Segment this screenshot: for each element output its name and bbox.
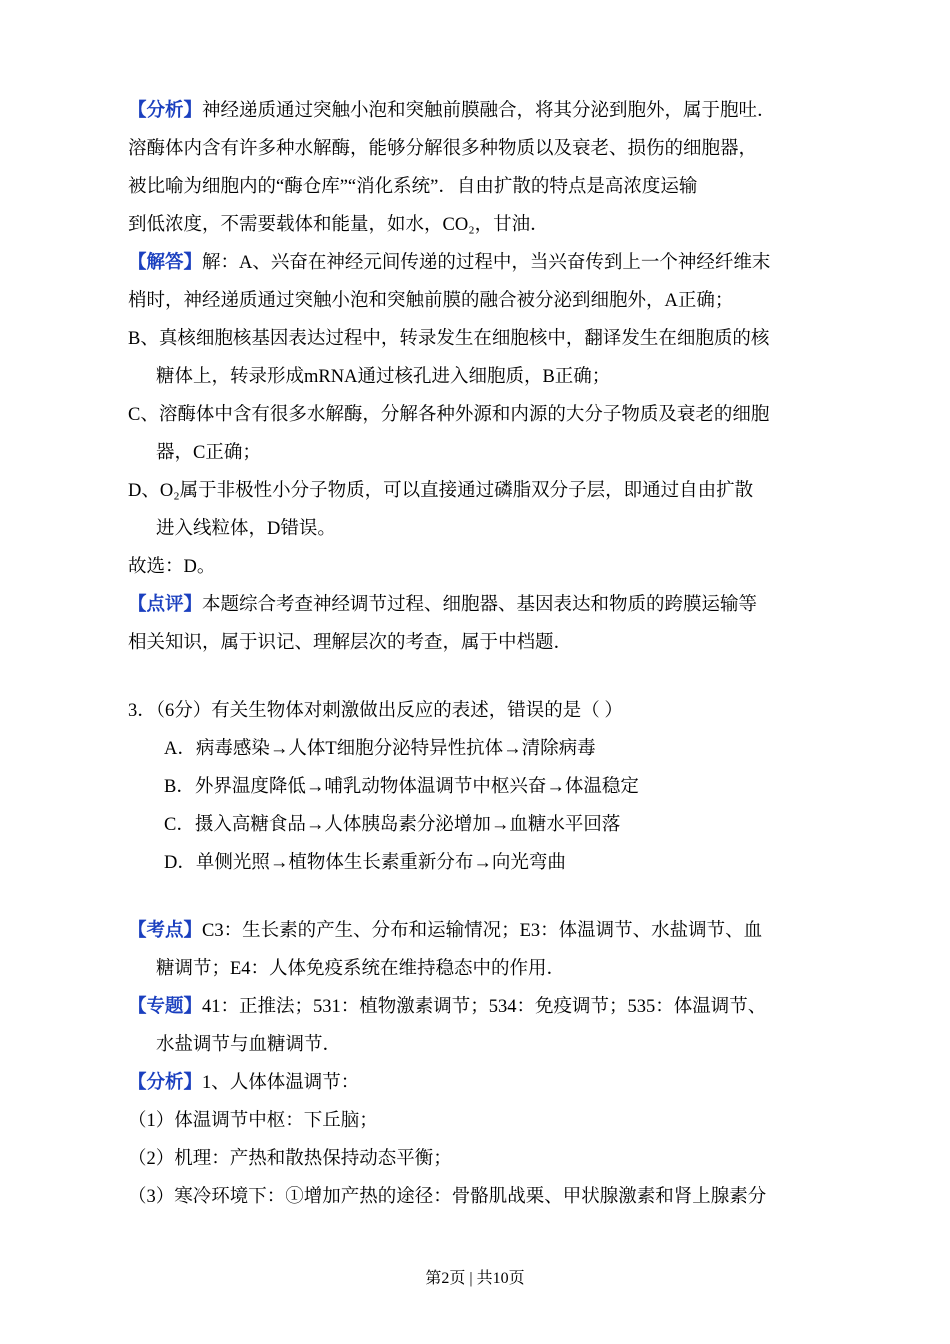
- choice-a[interactable]: A．病毒感染→人体T细胞分泌特异性抗体→清除病毒: [164, 739, 596, 759]
- analysis-line: [128, 1064, 822, 1102]
- analysis-line: （2）机理：产热和散热保持动态平衡；: [128, 1149, 452, 1169]
- analysis-line: 被比喻为细胞内的“酶仓库”“消化系统”．自由扩散的特点是高浓度运输: [128, 177, 698, 197]
- analysis-line: （1）体温调节中枢：下丘脑；: [128, 1111, 378, 1131]
- answer-line: 器，C正确；: [156, 443, 261, 463]
- comment-line: 相关知识，属于识记、理解层次的考查，属于中档题．: [128, 633, 573, 653]
- answer-line: B、真核细胞核基因表达过程中，转录发生在细胞核中，翻译发生在细胞质的核: [128, 329, 770, 349]
- choice-c[interactable]: C．摄入高糖食品→人体胰岛素分泌增加→血糖水平回落: [164, 815, 621, 835]
- spacer: [128, 662, 822, 692]
- analysis-line: 到低浓度，不需要载体和能量，如水，CO₂，甘油．: [128, 215, 549, 235]
- analysis-label: 【分析】: [128, 101, 203, 121]
- answer-line: C、溶酶体中含有很多水解酶，分解各种外源和内源的大分子物质及衰老的细胞: [128, 405, 770, 425]
- choice-b[interactable]: B．外界温度降低→哺乳动物体温调节中枢兴奋→体温稳定: [164, 777, 639, 797]
- topic-text-1: 41：正推法；531：植物激素调节；534：免疫调节；535：体温调节、: [202, 997, 767, 1017]
- question-3: [128, 692, 822, 882]
- answer-line: 糖体上，转录形成mRNA通过核孔进入细胞质，B正确；: [156, 367, 611, 387]
- answer-line: 故选：D。: [128, 557, 216, 577]
- answer-label: 【解答】: [128, 253, 203, 273]
- analysis-block-q3: [128, 1064, 822, 1216]
- topic-line: 水盐调节与血糖调节．: [156, 1035, 342, 1055]
- analysis-line: [128, 92, 822, 130]
- topic-label: 【专题】: [128, 997, 203, 1017]
- question-stem-text: 有关生物体对刺激做出反应的表述，错误的是（ ）: [211, 701, 623, 721]
- analysis-label-q3: 【分析】: [128, 1073, 203, 1093]
- exam-point-block-q3: [128, 912, 822, 988]
- answer-line: [128, 244, 822, 282]
- comment-label: 【点评】: [128, 595, 203, 615]
- spacer: [128, 882, 822, 912]
- exam-point-text-1: C3：生长素的产生、分布和运输情况；E3：体温调节、水盐调节、血: [202, 921, 763, 941]
- exam-point-label: 【考点】: [128, 921, 203, 941]
- question-stem: [128, 692, 822, 730]
- answer-line: 进入线粒体，D错误。: [156, 519, 336, 539]
- exam-point-line: [128, 912, 822, 950]
- question-number: 3．（6分）: [128, 701, 212, 721]
- answer-block-q2: [128, 244, 822, 586]
- analysis-block-q2: [128, 92, 822, 244]
- comment-line: [128, 586, 822, 624]
- topic-block-q3: [128, 988, 822, 1064]
- answer-line: 梢时，神经递质通过突触小泡和突触前膜的融合被分泌到细胞外，A正确；: [128, 291, 734, 311]
- analysis-line: （3）寒冷环境下：①增加产热的途径：骨骼肌战栗、甲状腺激素和肾上腺素分: [128, 1187, 767, 1207]
- analysis-line: 溶酶体内含有许多种水解酶，能够分解很多种物质以及衰老、损伤的细胞器，: [128, 139, 758, 159]
- answer-text-1: 解：A、兴奋在神经元间传递的过程中，当兴奋传到上一个神经纤维末: [202, 253, 771, 273]
- comment-block-q2: [128, 586, 822, 662]
- exam-point-line: 糖调节；E4：人体免疫系统在维持稳态中的作用．: [156, 959, 566, 979]
- page-footer: 第2页 | 共10页: [425, 1270, 525, 1287]
- analysis-text-1: 神经递质通过突触小泡和突触前膜融合，将其分泌到胞外，属于胞吐．: [202, 101, 776, 121]
- analysis-q3-text-1: 1、人体体温调节：: [202, 1073, 360, 1093]
- choice-d[interactable]: D．单侧光照→植物体生长素重新分布→向光弯曲: [164, 853, 566, 873]
- answer-line: D、O₂属于非极性小分子物质，可以直接通过磷脂双分子层，即通过自由扩散: [128, 481, 754, 501]
- comment-text-1: 本题综合考查神经调节过程、细胞器、基因表达和物质的跨膜运输等: [202, 595, 758, 615]
- topic-line: [128, 988, 822, 1026]
